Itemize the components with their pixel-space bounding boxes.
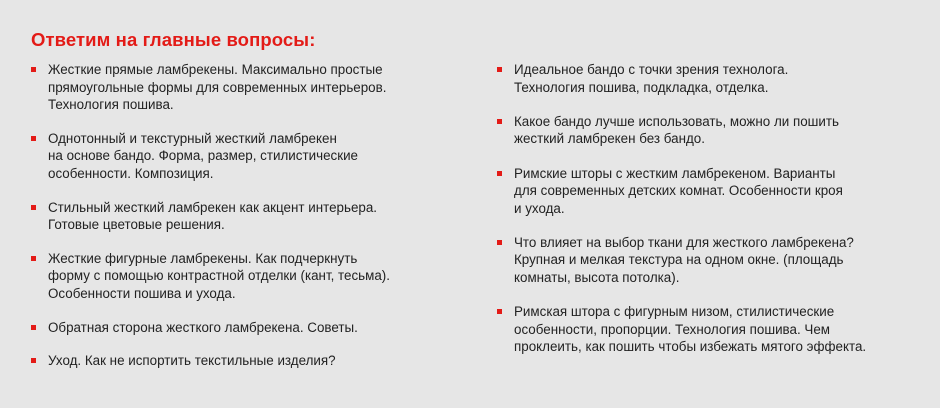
list-item-text: Римская штора с фигурным низом, стилистические особенности, пропорции. Технология пошива. Чем проклеить, как пошить чтобы избежать мятого эффекта. bbox=[514, 304, 867, 355]
list-item-text: Жесткие прямые ламбрекены. Максимально простые прямоугольные формы для современных интерьеров. Технология пошива. bbox=[48, 62, 387, 112]
list-item-text: Идеальное бандо с точки зрения технолога. Технология пошива, подкладка, отделка. bbox=[514, 62, 789, 95]
questions-list-right bbox=[497, 61, 927, 372]
red-square-bullet-icon bbox=[31, 325, 36, 330]
list-item bbox=[31, 61, 471, 114]
list-item bbox=[31, 352, 471, 370]
section-heading: Ответим на главные вопросы: bbox=[31, 29, 316, 50]
list-item bbox=[497, 234, 927, 287]
red-square-bullet-icon bbox=[497, 119, 502, 124]
red-square-bullet-icon bbox=[31, 136, 36, 141]
list-item bbox=[31, 319, 471, 337]
list-item bbox=[31, 130, 471, 183]
list-item bbox=[497, 113, 927, 148]
list-item-text: Однотонный и текстурный жесткий ламбрекен на основе бандо. Форма, размер, стилистические особенности. Композиция. bbox=[48, 130, 358, 181]
red-square-bullet-icon bbox=[31, 205, 36, 210]
list-item-text: Какое бандо лучше использовать, можно ли пошить жесткий ламбрекен без бандо. bbox=[514, 113, 839, 147]
list-item-text: Что влияет на выбор ткани для жесткого ламбрекена? Крупная и мелкая текстура на одном окне. (площадь комнаты, высота потолка). bbox=[514, 234, 854, 285]
list-item-text: Уход. Как не испортить текстильные изделия? bbox=[48, 353, 336, 369]
list-item-text: Римские шторы с жестким ламбрекеном. Варианты для современных детских комнат. Особенности кроя и ухода. bbox=[514, 165, 843, 216]
list-item-text: Жесткие фигурные ламбрекены. Как подчеркнуть форму с помощью контрастной отделки (кант, тесьма). Особенности пошива и ухода. bbox=[48, 250, 390, 301]
list-item bbox=[31, 250, 471, 303]
list-item bbox=[31, 199, 471, 234]
list-item bbox=[497, 165, 927, 218]
list-item-text: Стильный жесткий ламбрекен как акцент интерьера. Готовые цветовые решения. bbox=[48, 199, 378, 233]
red-square-bullet-icon bbox=[497, 240, 502, 245]
red-square-bullet-icon bbox=[497, 171, 502, 176]
list-item bbox=[497, 303, 927, 356]
red-square-bullet-icon bbox=[497, 67, 502, 72]
list-item-text: Обратная сторона жесткого ламбрекена. Советы. bbox=[48, 319, 358, 335]
red-square-bullet-icon bbox=[497, 309, 502, 314]
red-square-bullet-icon bbox=[31, 358, 36, 363]
red-square-bullet-icon bbox=[31, 67, 36, 72]
list-item bbox=[497, 61, 927, 96]
questions-list-left bbox=[31, 61, 471, 386]
red-square-bullet-icon bbox=[31, 256, 36, 261]
